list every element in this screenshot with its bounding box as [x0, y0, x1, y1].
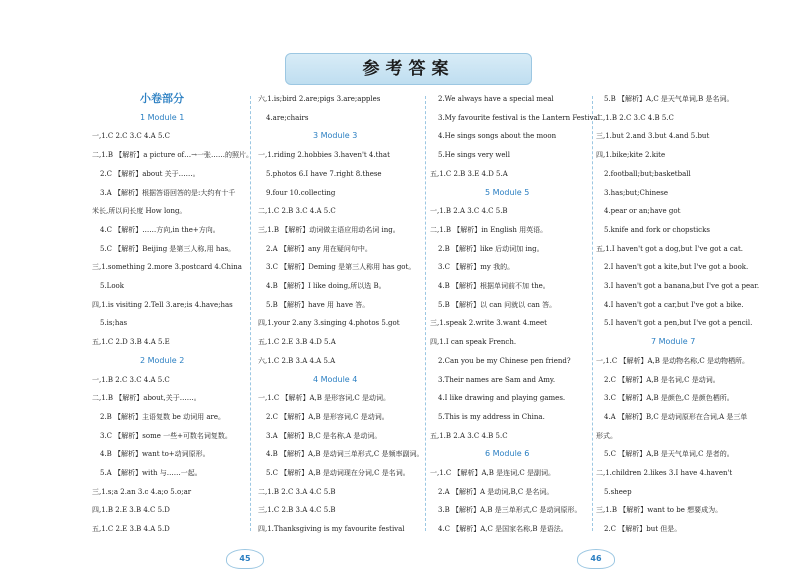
module-heading: 7 Module 7: [651, 337, 696, 347]
answer-line: 一,1.C 【解析】A,B 是动物名称,C 是动物栖所。: [596, 356, 749, 365]
answer-line: 二,1.B 【解析】a picture of…→一张……的照片。: [92, 151, 254, 160]
answer-line: 5.knife and fork or chopsticks: [604, 225, 710, 234]
answer-line: 3.I haven't got a banana,but I've got a pear.: [604, 282, 760, 290]
answer-line: 四,1.B 2.E 3.B 4.C 5.D: [92, 506, 170, 515]
answer-line: 5.sheep: [604, 487, 632, 496]
answer-line: 5.C 【解析】A,B 是动词现在分词,C 是名词。: [266, 469, 410, 477]
answer-line: 2.C 【解析】A,B 是名词,C 是动词。: [604, 375, 720, 384]
answer-line: 二,1.children 2.likes 3.I have 4.haven't: [596, 469, 733, 477]
answer-line: 三,1.B 【解析】动词做主语应用动名词 ing。: [258, 225, 400, 234]
answer-line: 四,1.I can speak French.: [430, 338, 517, 347]
answer-line: 4.C 【解析】……方向,in the+方向。: [100, 225, 220, 234]
answer-line: 2.B 【解析】主语复数 be 动词用 are。: [100, 412, 226, 421]
answer-line: 三,1.s;a 2.an 3.c 4.a;o 5.o;ar: [92, 487, 192, 496]
answer-line: 5.photos 6.I have 7.right 8.these: [266, 169, 382, 178]
page-number-left: 45: [232, 551, 258, 567]
answer-line: 三,1.speak 2.write 3.want 4.meet: [430, 319, 548, 328]
answer-line: 2.We always have a special meal: [438, 95, 554, 103]
answer-line: 三,1.but 2.and 3.but 4.and 5.but: [596, 132, 710, 141]
answer-line: 5.I haven't got a pen,but I've got a pencil.: [604, 319, 753, 328]
page-number-right: 46: [583, 551, 609, 567]
module-heading: 6 Module 6: [485, 449, 530, 459]
answer-line: 3.C 【解析】my 我的。: [438, 263, 515, 272]
answer-line: 一,1.B 2.A 3.C 4.C 5.B: [430, 207, 508, 216]
page-title: 参考答案: [285, 53, 532, 85]
answer-line: 三,1.B 【解析】want to be 想要成为。: [596, 506, 723, 515]
answer-line: 3.A 【解析】根据答语回答的是:大约有十千: [100, 188, 236, 197]
answer-line: 四,1.Thanksgiving is my favourite festival: [258, 525, 405, 534]
answer-line: 4.I like drawing and playing games.: [438, 394, 566, 403]
answer-line: 四,1.is visiting 2.Tell 3.are;is 4.have;has: [92, 300, 233, 309]
answer-line: 4.I haven't got a car,but I've got a bike.: [604, 300, 744, 309]
answer-line: 2.I haven't got a kite,but I've got a book.: [604, 263, 749, 272]
answer-line: 五,1.C 2.B 3.E 4.D 5.A: [430, 169, 508, 178]
answer-line: 2.B 【解析】like 后动词加 ing。: [438, 244, 544, 253]
answer-line: 五,1.I haven't got a dog,but I've got a cat.: [596, 244, 743, 253]
answer-line: 二,1.B 【解析】in English 用英语。: [430, 225, 548, 234]
column-divider: [425, 96, 426, 531]
answer-line: 四,1.bike;kite 2.kite: [596, 151, 666, 160]
answer-line: 5.He sings very well: [438, 151, 511, 160]
answer-line: 3.My favourite festival is the Lantern Festival: [438, 113, 600, 122]
answer-line: 一,1.C 2.C 3.C 4.A 5.C: [92, 132, 170, 141]
answer-line: 3.C 【解析】some 一些+可数名词复数。: [100, 431, 232, 440]
answer-line: 二,1.B 2.C 3.C 4.B 5.C: [596, 113, 674, 122]
answer-line: 5.B 【解析】have 用 have 答。: [266, 300, 370, 309]
answer-line: 2.football;but;basketball: [604, 169, 691, 178]
answer-line: 5.B 【解析】以 can 问就以 can 答。: [438, 300, 557, 309]
answer-line: 二,1.C 2.B 3.C 4.A 5.C: [258, 207, 336, 216]
answer-line: 3.B 【解析】A,B 是三单形式,C 是动词原形。: [438, 506, 582, 515]
answer-line: 二,1.B 【解析】about,关于……。: [92, 394, 201, 403]
answer-line: 3.has;but;Chinese: [604, 188, 668, 197]
answer-line: 5.C 【解析】A,B 是天气单词,C 是者的。: [604, 450, 734, 459]
answer-line: 二,1.B 2.C 3.A 4.C 5.B: [258, 487, 336, 496]
answer-line: 3.C 【解析】Deming 是第三人称用 has got。: [266, 263, 416, 272]
answer-line: 五,1.C 2.E 3.B 4.D 5.A: [258, 338, 336, 347]
module-heading: 2 Module 2: [140, 355, 185, 365]
answer-line: 4.pear or an;have got: [604, 207, 681, 216]
column-divider: [250, 96, 251, 531]
answer-line: 2.A 【解析】A 是动词,B,C 是名词。: [438, 487, 554, 496]
answer-line: 米长,所以问长度 How long。: [92, 207, 187, 216]
section-title: 小卷部分: [140, 92, 184, 105]
answer-line: 2.C 【解析】A,B 是形容词,C 是动词。: [266, 412, 389, 421]
answer-line: 4.He sings songs about the moon: [438, 132, 557, 141]
answer-line: 2.C 【解析】about 关于……。: [100, 169, 200, 178]
column-divider: [592, 96, 593, 531]
answer-line: 2.Can you be my Chinese pen friend?: [438, 356, 571, 365]
answer-line: 一,1.riding 2.hobbies 3.haven't 4.that: [258, 151, 390, 160]
answer-line: 六,1.is;bird 2.are;pigs 3.are;apples: [258, 95, 381, 103]
answer-line: 形式。: [596, 431, 617, 440]
answer-line: 一,1.B 2.C 3.C 4.A 5.C: [92, 375, 170, 384]
answer-line: 3.C 【解析】A,B 是颜色,C 是颜色栖所。: [604, 394, 734, 403]
answer-line: 4.B 【解析】want to+动词原形。: [100, 450, 210, 459]
answer-line: 4.B 【解析】I like doing,所以选 B。: [266, 282, 386, 290]
answer-line: 三,1.C 2.B 3.A 4.C 5.B: [258, 506, 336, 515]
answer-line: 5.This is my address in China.: [438, 412, 545, 421]
answer-line: 4.C 【解析】A,C 是国家名称,B 是语法。: [438, 525, 568, 534]
answer-line: 5.A 【解析】with 与……一起。: [100, 469, 202, 477]
answer-line: 六,1.C 2.B 3.A 4.A 5.A: [258, 356, 336, 365]
module-heading: 1 Module 1: [140, 112, 185, 122]
answer-line: 5.B 【解析】A,C 是天气单词,B 是名词。: [604, 95, 734, 103]
answer-line: 3.A 【解析】B,C 是名称,A 是动词。: [266, 431, 382, 440]
answer-line: 四,1.your 2.any 3.singing 4.photos 5.got: [258, 319, 400, 328]
answer-line: 5.C 【解析】Beijing 是第三人称,用 has。: [100, 244, 236, 253]
answer-line: 五,1.C 2.E 3.B 4.A 5.D: [92, 525, 170, 534]
answer-line: 一,1.C 【解析】A,B 是连词,C 是副词。: [430, 469, 555, 477]
answer-line: 9.four 10.collecting: [266, 188, 336, 197]
answer-line: 5.Look: [100, 282, 124, 290]
answer-line: 2.A 【解析】any 用在疑问句中。: [266, 244, 372, 253]
module-heading: 3 Module 3: [313, 131, 358, 141]
answer-line: 4.B 【解析】A,B 是动词三单形式,C 是频率副词。: [266, 450, 424, 459]
answer-line: 2.C 【解析】but 但是。: [604, 525, 682, 534]
answer-line: 一,1.C 【解析】A,B 是形容词,C 是动词。: [258, 394, 390, 403]
answer-line: 五,1.B 2.A 3.C 4.B 5.C: [430, 431, 508, 440]
answer-line: 三,1.something 2.more 3.postcard 4.China: [92, 263, 242, 272]
answer-line: 5.is;has: [100, 319, 128, 328]
module-heading: 4 Module 4: [313, 374, 358, 384]
answer-line: 4.B 【解析】根据单词前不加 the。: [438, 282, 550, 290]
answer-line: 4.are;chairs: [266, 113, 309, 122]
module-heading: 5 Module 5: [485, 187, 530, 197]
answer-line: 五,1.C 2.D 3.B 4.A 5.E: [92, 338, 170, 347]
answer-line: 4.A 【解析】B,C 是动词原形在合词,A 是三单: [604, 412, 748, 421]
answer-line: 3.Their names are Sam and Amy.: [438, 375, 556, 384]
